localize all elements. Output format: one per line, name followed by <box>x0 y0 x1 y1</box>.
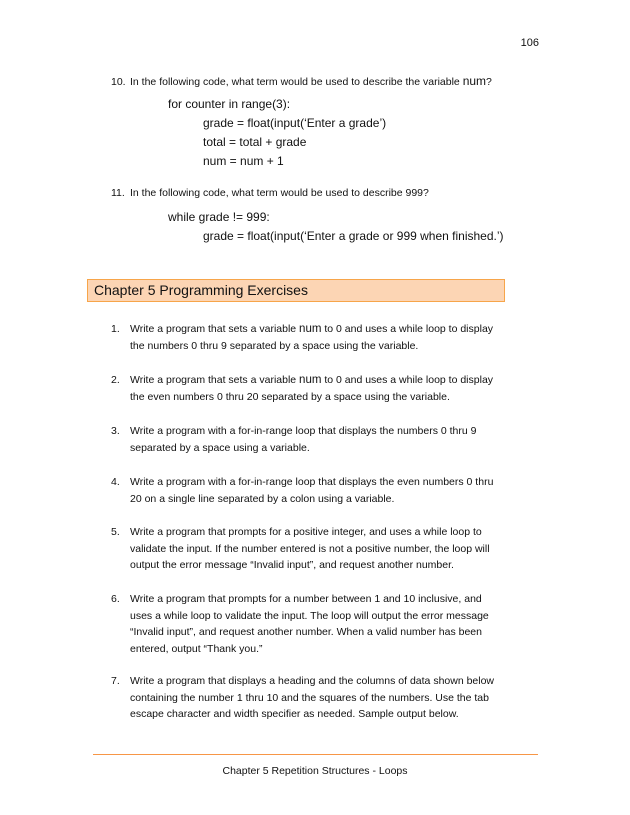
page-footer: Chapter 5 Repetition Structures - Loops <box>222 765 408 777</box>
exercise-text: Write a program that sets a variable <box>130 374 300 386</box>
exercise-line: separated by a space using a variable. <box>130 441 310 454</box>
exercise-line: the even numbers 0 thru 20 separated by a space using the variable. <box>130 390 450 403</box>
exercise-2 <box>111 372 511 405</box>
exercise-line: containing the number 1 thru 10 and the squares of the numbers. Use the tab <box>130 691 489 704</box>
code-line: total = total + grade <box>203 135 307 149</box>
exercise-number: 3. <box>111 425 120 437</box>
exercise-4 <box>111 474 511 507</box>
exercise-number: 2. <box>111 374 120 386</box>
question-10 <box>111 74 492 88</box>
question-variable: num <box>462 74 487 88</box>
exercise-line: Write a program that prompts for a number between 1 and 10 inclusive, and <box>130 593 482 605</box>
exercise-line: “Invalid input”, and request another number. When a valid number has been <box>130 626 482 639</box>
code-line: while grade != 999: <box>168 210 270 224</box>
exercise-text: to 0 and uses a while loop to display <box>321 323 494 335</box>
code-line: for counter in range(3): <box>168 97 291 111</box>
exercise-number: 7. <box>111 675 120 687</box>
exercise-number: 6. <box>111 593 120 605</box>
footer-rule <box>93 754 538 755</box>
exercise-line: Write a program with a for-in-range loop that displays the numbers 0 thru 9 <box>130 425 477 437</box>
exercise-7 <box>111 673 511 723</box>
question-number: 11. <box>111 187 125 199</box>
exercise-line: output the error message “Invalid input”, and request another number. <box>130 559 454 572</box>
exercise-line: the numbers 0 thru 9 separated by a space using the variable. <box>130 339 419 352</box>
code-line: grade = float(input(‘Enter a grade or 999 when finished.’) <box>203 229 504 243</box>
exercise-text: Write a program that sets a variable <box>130 323 300 335</box>
question-end: ? <box>486 76 492 88</box>
question-11 <box>111 187 429 199</box>
exercise-text: to 0 and uses a while loop to display <box>321 374 494 386</box>
exercise-5 <box>111 524 511 574</box>
exercise-variable: num <box>299 323 322 335</box>
question-number: 10. <box>111 76 126 88</box>
page-number: 106 <box>520 37 539 49</box>
exercise-line: entered, output “Thank you.” <box>130 643 263 656</box>
exercise-number: 1. <box>111 323 120 335</box>
exercise-3 <box>111 423 511 456</box>
exercise-variable: num <box>299 374 322 386</box>
exercise-line: escape character and width specifier as needed. Sample output below. <box>130 708 459 721</box>
exercise-line: validate the input. If the number entered is not a positive number, the loop will <box>130 542 490 555</box>
exercise-line: 20 on a single line separated by a colon using a variable. <box>130 492 395 505</box>
exercise-line: Write a program that displays a heading and the columns of data shown below <box>130 675 495 687</box>
question-text: In the following code, what term would be used to describe 999? <box>130 187 429 199</box>
exercise-line: uses a while loop to validate the input. The loop will output the error message <box>130 609 489 622</box>
code-line: num = num + 1 <box>203 154 284 168</box>
exercise-number: 5. <box>111 526 120 538</box>
exercise-line: Write a program that prompts for a positive integer, and uses a while loop to <box>130 526 482 538</box>
exercise-line: Write a program with a for-in-range loop that displays the even numbers 0 thru <box>130 476 494 488</box>
code-line: grade = float(input(‘Enter a grade’) <box>203 116 387 130</box>
question-text: In the following code, what term would be used to describe the variable <box>130 76 463 88</box>
section-heading: Chapter 5 Programming Exercises <box>87 279 505 302</box>
exercise-6 <box>111 591 511 658</box>
exercise-number: 4. <box>111 476 120 488</box>
exercise-1 <box>111 321 511 354</box>
